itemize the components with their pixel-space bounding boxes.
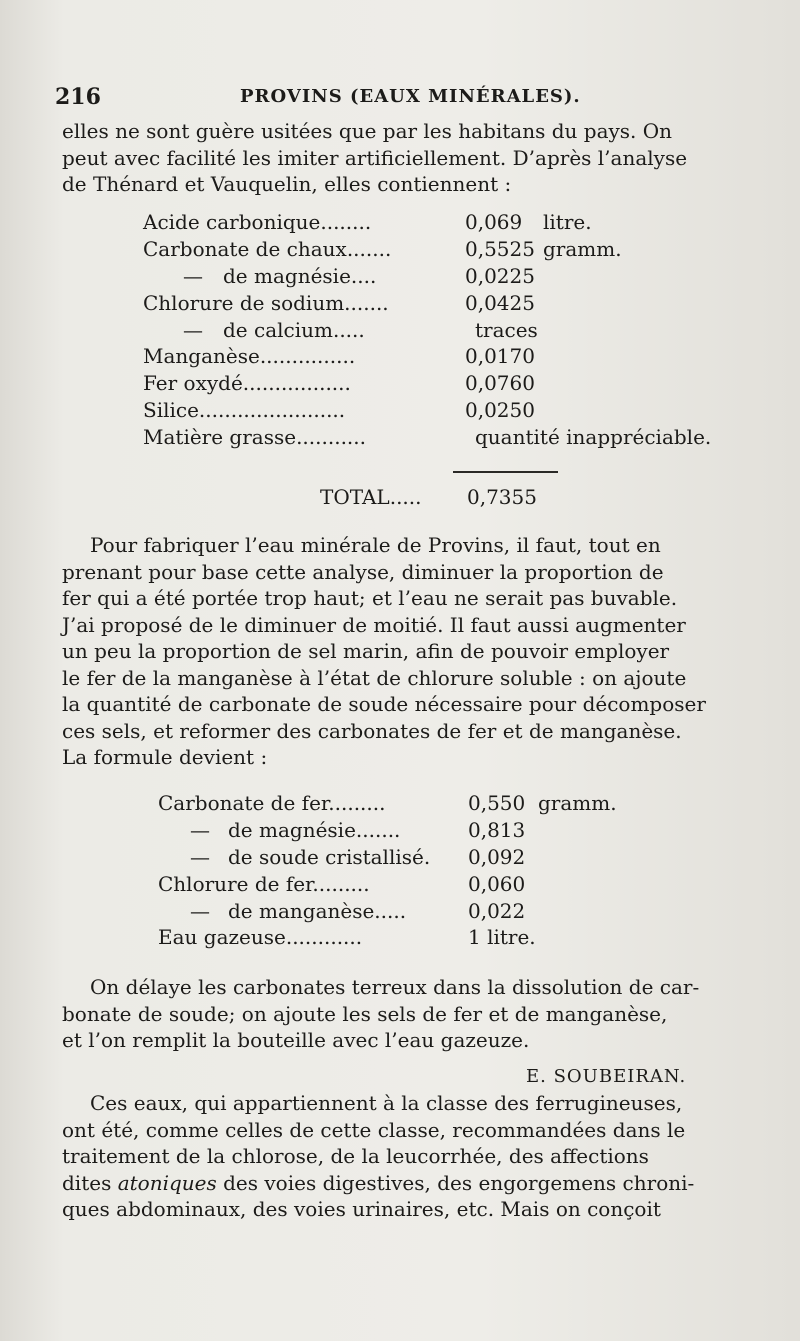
row-unit: gramm. xyxy=(538,791,617,815)
table-row xyxy=(143,398,733,425)
page-header xyxy=(55,84,745,114)
text-line: le fer de la manganèse à l’état de chlorure soluble : on ajoute xyxy=(62,665,687,690)
row-value: 0,060 xyxy=(468,871,526,896)
formula-table xyxy=(158,791,738,952)
table-row xyxy=(143,425,733,452)
text-fragment: dites xyxy=(62,1170,118,1195)
row-value: 0,813 xyxy=(468,817,526,842)
row-label: Chlorure de sodium....... xyxy=(143,290,389,315)
ditto-dash: — xyxy=(190,817,210,842)
text-fragment: des voies digestives, des engorgemens chroni- xyxy=(216,1170,695,1195)
author-signature: E. SOUBEIRAN. xyxy=(526,1066,687,1087)
table-row xyxy=(143,371,733,398)
text-line: ques abdominaux, des voies urinaires, etc. Mais on conçoit xyxy=(62,1197,661,1221)
text-line: et l’on remplit la bouteille avec l’eau gazeuze. xyxy=(62,1028,530,1052)
row-label: de magnésie....... xyxy=(228,817,401,842)
emphasized-word: atoniques xyxy=(117,1170,217,1195)
text-line: Pour fabriquer l’eau minérale de Provins, il faut, tout en xyxy=(90,533,661,557)
row-label: Acide carbonique........ xyxy=(143,210,372,234)
row-value: 1 litre. xyxy=(468,925,536,950)
table-row xyxy=(143,291,733,318)
text-line: peut avec facilité les imiter artificiellement. D’après l’analyse xyxy=(62,145,688,170)
row-unit: gramm. xyxy=(543,236,622,261)
table-row xyxy=(158,872,738,899)
ditto-dash: — xyxy=(190,844,210,869)
total-value: 0,7355 xyxy=(467,485,537,509)
table-row xyxy=(158,925,738,952)
row-value: 0,0250 xyxy=(465,398,535,423)
table-row xyxy=(143,344,733,371)
preparation-paragraph xyxy=(62,974,738,1054)
table-row xyxy=(143,210,733,237)
row-label: de calcium..... xyxy=(223,317,365,342)
row-label-group xyxy=(183,264,376,288)
ditto-dash: — xyxy=(183,263,203,288)
text-line: bonate de soude; on ajoute les sels de fer et de manganèse, xyxy=(62,1001,668,1026)
table-row xyxy=(158,845,738,872)
row-value: 0,0425 xyxy=(465,290,535,315)
text-line: Ces eaux, qui appartiennent à la classe des ferrugineuses, xyxy=(90,1091,683,1115)
table-row xyxy=(158,899,738,926)
table-row xyxy=(158,818,738,845)
text-line: de Thénard et Vauquelin, elles contiennent : xyxy=(62,172,512,196)
total-label: TOTAL..... xyxy=(320,485,422,509)
row-label-group xyxy=(190,899,406,923)
text-line: un peu la proportion de sel marin, afin de pouvoir employer xyxy=(62,639,670,663)
row-label: Carbonate de chaux....... xyxy=(143,236,392,261)
row-value: 0,069 xyxy=(465,210,523,234)
text-line: La formule devient : xyxy=(62,745,268,769)
row-label: Silice....................... xyxy=(143,398,346,423)
row-label-group xyxy=(190,818,400,842)
row-label: Manganèse............... xyxy=(143,344,356,369)
ditto-dash: — xyxy=(190,898,210,923)
sum-rule xyxy=(453,471,558,473)
table-row xyxy=(143,264,733,291)
text-line: J’ai proposé de le diminuer de moitié. Il faut aussi augmenter xyxy=(62,612,686,637)
method-paragraph xyxy=(62,532,738,771)
row-label: Matière grasse........... xyxy=(143,425,367,450)
row-value: traces xyxy=(475,317,538,342)
row-label: de magnésie.... xyxy=(223,263,377,288)
row-value: quantité inappréciable. xyxy=(475,425,712,450)
row-label: Eau gazeuse............ xyxy=(158,925,363,950)
therapeutic-paragraph xyxy=(62,1090,738,1223)
running-title: PROVINS (EAUX MINÉRALES). xyxy=(240,86,581,107)
total-row xyxy=(320,485,537,509)
row-value: 0,0170 xyxy=(465,344,535,369)
row-value: 0,092 xyxy=(468,844,526,869)
row-value: 0,0225 xyxy=(465,263,535,288)
text-line: ces sels, et reformer des carbonates de fer et de manganèse. xyxy=(62,718,682,743)
table-row xyxy=(143,318,733,345)
text-line: traitement de la chlorose, de la leucorrhée, des affections xyxy=(62,1144,649,1168)
row-label-group xyxy=(183,318,365,342)
text-line: ont été, comme celles de cette classe, recommandées dans le xyxy=(62,1117,686,1142)
text-line: la quantité de carbonate de soude nécessaire pour décomposer xyxy=(62,692,706,716)
row-label: Chlorure de fer......... xyxy=(158,871,370,896)
row-label: Fer oxydé................. xyxy=(143,371,351,396)
row-value: 0,0760 xyxy=(465,371,535,396)
text-line: fer qui a été portée trop haut; et l’eau ne serait pas buvable. xyxy=(62,586,678,610)
row-value: 0,022 xyxy=(468,898,526,923)
row-label: de soude cristallisé. xyxy=(228,844,431,869)
row-label: Carbonate de fer......... xyxy=(158,791,386,815)
table-row xyxy=(158,791,738,818)
ditto-dash: — xyxy=(183,317,203,342)
text-line: On délaye les carbonates terreux dans la dissolution de car- xyxy=(90,975,700,999)
table-row xyxy=(143,237,733,264)
analysis-table xyxy=(143,210,733,452)
row-value: 0,550 xyxy=(468,791,526,815)
text-line: prenant pour base cette analyse, diminuer la proportion de xyxy=(62,559,664,584)
intro-paragraph xyxy=(62,118,738,198)
text-line: elles ne sont guère usitées que par les habitans du pays. On xyxy=(62,119,673,143)
row-value: 0,5525 xyxy=(465,236,535,261)
row-label: de manganèse..... xyxy=(228,898,407,923)
page-number: 216 xyxy=(55,84,101,110)
row-unit: litre. xyxy=(543,210,592,234)
row-label-group xyxy=(190,845,430,869)
text-line-with-emphasis xyxy=(62,1170,738,1197)
